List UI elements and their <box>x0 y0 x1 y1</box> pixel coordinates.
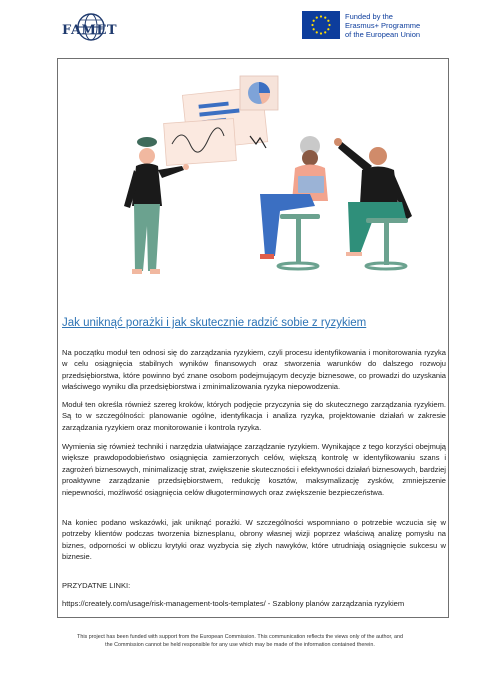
eu-star <box>324 31 326 33</box>
eu-star <box>316 31 318 33</box>
article-title[interactable]: Jak uniknąć porażki i jak skutecznie radzić sobie z ryzykiem <box>62 317 367 329</box>
erasmus-logo <box>302 11 462 41</box>
eu-funding-text <box>345 12 420 39</box>
resource-link[interactable]: https://creately.com/usage/risk-management-tools-templates/ - Szablony planów zarządzania ryzykiem <box>62 599 405 608</box>
brand-name: FAMET <box>62 23 118 38</box>
eu-star <box>311 24 313 26</box>
paragraph: Na początku moduł ten odnosi się do zarządzania ryzykiem, czyli procesu identyfikowania i monitorowania ryzyka w celu osiągnięcia stabilnych wyników finansowych oraz stworzenia warunków do dalszego rozwoju przedsiębiorstwa, które powinno być znane osobom podejmującym decyzje biznesowe, co prowadzi do uzyskania właściwego wyniku dla przedsiębiorstwa i zminimalizowania ryzyka niepowodzenia. <box>62 347 446 392</box>
eu-star <box>313 20 315 22</box>
useful-links-heading: PRZYDATNE LINKI: <box>62 581 131 590</box>
business-team-illustration <box>110 66 430 296</box>
eu-line: Erasmus+ Programme <box>345 21 421 30</box>
eu-line: of the European Union <box>345 30 421 39</box>
eu-star <box>327 28 329 30</box>
eu-star <box>313 28 315 30</box>
paragraph: Wymienia się również techniki i narzędzia ułatwiające zarządzanie ryzykiem. Wynikające z tego korzyści obejmują większe prawdopodobieństwo osiągnięcia zamierzonych celów, większą kontrolę w identyfikowaniu szans i zagrożeń biznesowych, minimalizację strat, zwiększenie skuteczności i efektywności działań biznesowych, bardziej proaktywne zarządzanie przedsiębiorstwem, redukcję kosztów, maksymalizację zysków, zmniejszenie niepewności, możliwość osiągnięcia celów długoterminowych oraz zwiększenie bezpieczeństwa. <box>62 441 446 497</box>
paragraph: Na koniec podano wskazówki, jak uniknąć porażki. W szczególności wspomniano o potrzebie wczucia się w potrzeby klientów podczas tworzenia biznesplanu, obrony własnej wizji poprzez właściwą analizę pomysłu na biznes, odporności w obliczu krytyki oraz wyzbycia się złych nawyków, które utrudniają osiągnięcie sukcesu w biznesie. <box>62 517 446 562</box>
funding-disclaimer <box>40 634 440 649</box>
page-header <box>0 0 480 52</box>
disclaimer-line: This project has been funded with support from the European Commission. This communication reflects the views only of the author, and <box>77 634 403 640</box>
eu-line: Funded by the <box>345 12 393 21</box>
eu-star <box>328 24 330 26</box>
eu-star <box>327 20 329 22</box>
disclaimer-line: the Commission cannot be held responsible for any use which may be made of the information contained therein. <box>105 641 375 648</box>
eu-flag-icon <box>302 11 340 39</box>
famet-logo <box>62 10 124 44</box>
paragraph: Moduł ten określa również szereg kroków, których podjęcie przyczynia się do skutecznego zarządzania ryzykiem. Są to w szczególności: planowanie ogólne, identyfikacja i analiza ryzyka, projektowanie działań w zakresie zarządzania ryzykiem oraz monitorowanie i kontrola ryzyka. <box>62 399 446 432</box>
eu-star <box>320 32 322 34</box>
eu-star <box>316 17 318 19</box>
eu-star <box>320 15 322 17</box>
eu-star <box>324 17 326 19</box>
